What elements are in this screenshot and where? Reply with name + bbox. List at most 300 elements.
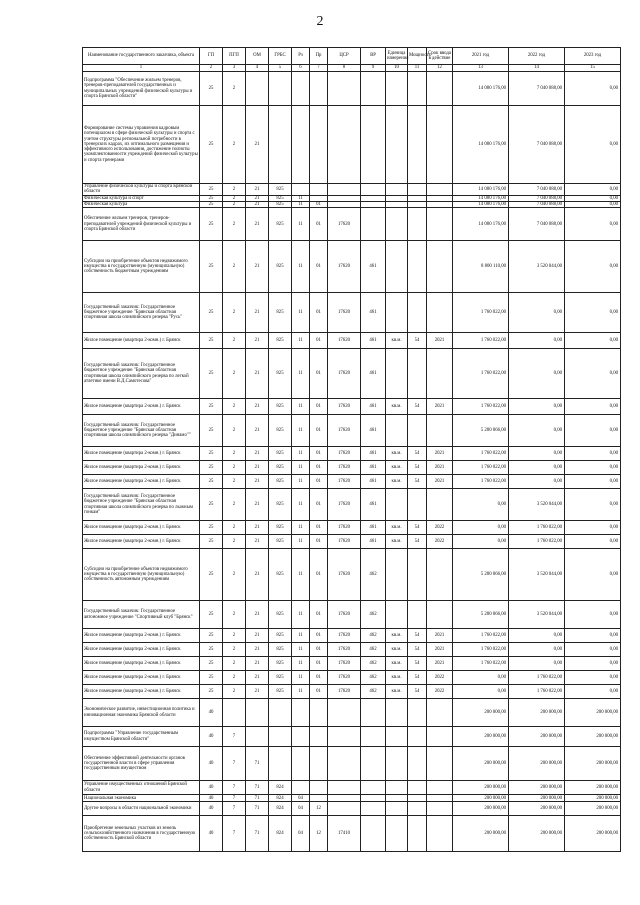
cell-om: 21 bbox=[246, 184, 269, 196]
cell-grbs: 825 bbox=[269, 489, 292, 521]
cell-pgp: 2 bbox=[223, 461, 246, 475]
cell-gp: 40 bbox=[200, 795, 223, 802]
cell-2023: 0,00 bbox=[565, 475, 621, 489]
cell-csr: 17620 bbox=[328, 333, 361, 349]
cell-rz: 11 bbox=[292, 601, 310, 629]
cell-vr bbox=[361, 699, 386, 727]
cell-capacity: 54 bbox=[408, 333, 427, 349]
cell-commissioning bbox=[427, 293, 453, 333]
cell-commissioning: 2021 bbox=[427, 399, 453, 415]
cell-grbs: 825 bbox=[269, 549, 292, 601]
cell-csr: 17620 bbox=[328, 657, 361, 671]
cell-2022: 7 040 088,00 bbox=[509, 106, 565, 184]
cell-name: Управление физической культуры и спорта Брянской области bbox=[83, 184, 200, 196]
cell-gp: 25 bbox=[200, 72, 223, 106]
cell-grbs: 825 bbox=[269, 671, 292, 685]
cell-pr: 01 bbox=[310, 629, 328, 643]
cell-2022: 3 520 044,00 bbox=[509, 241, 565, 293]
cell-commissioning: 2021 bbox=[427, 657, 453, 671]
cell-rz: 11 bbox=[292, 629, 310, 643]
cell-vr bbox=[361, 184, 386, 196]
cell-commissioning bbox=[427, 241, 453, 293]
col-number: 11 bbox=[408, 65, 427, 72]
cell-rz: 11 bbox=[292, 657, 310, 671]
cell-pgp: 7 bbox=[223, 802, 246, 816]
cell-rz: 11 bbox=[292, 549, 310, 601]
cell-rz: 11 bbox=[292, 349, 310, 399]
cell-vr: 462 bbox=[361, 549, 386, 601]
cell-2022: 3 520 044,00 bbox=[509, 489, 565, 521]
col-header-pgp: ПГП bbox=[223, 48, 246, 65]
cell-rz: 11 bbox=[292, 685, 310, 699]
cell-pgp: 2 bbox=[223, 535, 246, 549]
cell-2022: 3 520 044,00 bbox=[509, 549, 565, 601]
cell-2023: 0,00 bbox=[565, 293, 621, 333]
col-header-capacity: Мощность bbox=[408, 48, 427, 65]
cell-om: 71 bbox=[246, 816, 269, 852]
cell-2021: 14 080 176,00 bbox=[453, 106, 509, 184]
cell-gp: 40 bbox=[200, 747, 223, 781]
table-row bbox=[83, 549, 621, 601]
cell-2022: 1 760 022,00 bbox=[509, 685, 565, 699]
cell-om: 71 bbox=[246, 802, 269, 816]
cell-commissioning: 2021 bbox=[427, 447, 453, 461]
col-header-commissioning: Срок ввода в действие bbox=[427, 48, 453, 65]
cell-rz: 11 bbox=[292, 475, 310, 489]
cell-csr: 17620 bbox=[328, 535, 361, 549]
cell-om: 21 bbox=[246, 447, 269, 461]
cell-2021: 0,00 bbox=[453, 521, 509, 535]
cell-rz: 11 bbox=[292, 461, 310, 475]
cell-2021: 200 000,00 bbox=[453, 781, 509, 795]
cell-capacity bbox=[408, 184, 427, 196]
cell-grbs: 825 bbox=[269, 333, 292, 349]
cell-pr bbox=[310, 747, 328, 781]
cell-capacity bbox=[408, 816, 427, 852]
cell-capacity: 54 bbox=[408, 535, 427, 549]
cell-commissioning bbox=[427, 208, 453, 241]
cell-pgp: 2 bbox=[223, 184, 246, 196]
col-header-2021: 2021 год bbox=[453, 48, 509, 65]
cell-2023: 200 000,00 bbox=[565, 802, 621, 816]
col-number: 4 bbox=[246, 65, 269, 72]
cell-csr: 17620 bbox=[328, 447, 361, 461]
cell-2021: 1 760 022,00 bbox=[453, 399, 509, 415]
cell-om: 21 bbox=[246, 349, 269, 399]
cell-name: Государственный заказчик: Государственное автономное учреждение "Спортивный клуб "Брянск" bbox=[83, 601, 200, 629]
cell-pr: 01 bbox=[310, 489, 328, 521]
cell-2022: 0,00 bbox=[509, 657, 565, 671]
cell-capacity: 54 bbox=[408, 671, 427, 685]
cell-commissioning bbox=[427, 781, 453, 795]
cell-name: Управление имущественных отношений Брянской области bbox=[83, 781, 200, 795]
cell-unit: кв.м. bbox=[386, 643, 408, 657]
cell-name: Государственный заказчик: Государственное бюджетное учреждение "Брянская областная спортивная школа олимпийского резерва "Русь" bbox=[83, 293, 200, 333]
cell-2021: 14 080 176,00 bbox=[453, 195, 509, 201]
cell-2021: 1 760 022,00 bbox=[453, 447, 509, 461]
cell-gp: 25 bbox=[200, 195, 223, 201]
cell-pr: 01 bbox=[310, 461, 328, 475]
col-header-rz: Рз bbox=[292, 48, 310, 65]
table-row bbox=[83, 535, 621, 549]
cell-csr bbox=[328, 184, 361, 196]
cell-commissioning bbox=[427, 106, 453, 184]
cell-pr: 01 bbox=[310, 399, 328, 415]
cell-om: 21 bbox=[246, 671, 269, 685]
cell-vr bbox=[361, 816, 386, 852]
cell-pr: 01 bbox=[310, 293, 328, 333]
cell-2023: 200 000,00 bbox=[565, 795, 621, 802]
cell-unit: кв.м. bbox=[386, 685, 408, 699]
cell-unit bbox=[386, 349, 408, 399]
cell-commissioning bbox=[427, 601, 453, 629]
cell-2021: 14 080 176,00 bbox=[453, 184, 509, 196]
table-row bbox=[83, 475, 621, 489]
cell-commissioning: 2021 bbox=[427, 333, 453, 349]
cell-pgp bbox=[223, 699, 246, 727]
cell-rz: 11 bbox=[292, 208, 310, 241]
cell-2022: 1 760 022,00 bbox=[509, 671, 565, 685]
cell-capacity bbox=[408, 747, 427, 781]
cell-grbs bbox=[269, 727, 292, 747]
cell-commissioning bbox=[427, 747, 453, 781]
cell-unit: кв.м. bbox=[386, 475, 408, 489]
cell-om: 21 bbox=[246, 657, 269, 671]
cell-2021: 1 760 022,00 bbox=[453, 629, 509, 643]
cell-vr: 462 bbox=[361, 685, 386, 699]
cell-name: Приобретение земельных участков из земель сельскохозяйственного назначения в государственную собственность Брянской области bbox=[83, 816, 200, 852]
table-row bbox=[83, 727, 621, 747]
col-header-pr: Пр bbox=[310, 48, 328, 65]
cell-unit bbox=[386, 816, 408, 852]
cell-gp: 25 bbox=[200, 643, 223, 657]
cell-2022: 0,00 bbox=[509, 415, 565, 447]
cell-rz: 04 bbox=[292, 802, 310, 816]
cell-gp: 25 bbox=[200, 415, 223, 447]
cell-pgp: 2 bbox=[223, 195, 246, 201]
table-row bbox=[83, 671, 621, 685]
cell-gp: 40 bbox=[200, 727, 223, 747]
cell-pr: 01 bbox=[310, 447, 328, 461]
cell-name: Государственный заказчик: Государственное бюджетное учреждение "Брянская областная спортивная школа олимпийского резерва по легкой атлетике имени В.Д.Самотесова" bbox=[83, 349, 200, 399]
cell-2021: 0,00 bbox=[453, 685, 509, 699]
cell-rz: 11 bbox=[292, 521, 310, 535]
table-row bbox=[83, 293, 621, 333]
cell-gp: 40 bbox=[200, 802, 223, 816]
table-row bbox=[83, 447, 621, 461]
cell-name: Субсидии на приобретение объектов недвижимого имущества в государственную (муниципальную) собственность автономным учреждениям bbox=[83, 549, 200, 601]
cell-unit bbox=[386, 699, 408, 727]
cell-2023: 0,00 bbox=[565, 241, 621, 293]
table-row bbox=[83, 241, 621, 293]
cell-2022: 0,00 bbox=[509, 461, 565, 475]
cell-vr: 461 bbox=[361, 333, 386, 349]
col-header-csr: ЦСР bbox=[328, 48, 361, 65]
cell-name: Жилое помещение (квартира 2-комн.) г. Брянск bbox=[83, 461, 200, 475]
cell-vr bbox=[361, 795, 386, 802]
cell-csr bbox=[328, 781, 361, 795]
cell-om bbox=[246, 72, 269, 106]
cell-csr: 17620 bbox=[328, 643, 361, 657]
cell-2021: 200 000,00 bbox=[453, 816, 509, 852]
cell-rz: 11 bbox=[292, 415, 310, 447]
cell-pr: 01 bbox=[310, 535, 328, 549]
cell-om: 21 bbox=[246, 685, 269, 699]
cell-2022: 200 000,00 bbox=[509, 747, 565, 781]
cell-csr: 17620 bbox=[328, 415, 361, 447]
page-number: 2 bbox=[316, 14, 324, 29]
cell-unit bbox=[386, 601, 408, 629]
cell-2021: 5 280 066,00 bbox=[453, 601, 509, 629]
cell-commissioning bbox=[427, 415, 453, 447]
header-row bbox=[83, 48, 621, 65]
cell-commissioning bbox=[427, 549, 453, 601]
cell-om: 21 bbox=[246, 333, 269, 349]
cell-pr: 01 bbox=[310, 201, 328, 207]
cell-commissioning bbox=[427, 727, 453, 747]
cell-unit: кв.м. bbox=[386, 629, 408, 643]
col-number: 8 bbox=[328, 65, 361, 72]
cell-csr: 17620 bbox=[328, 671, 361, 685]
cell-pr: 01 bbox=[310, 657, 328, 671]
cell-pr: 01 bbox=[310, 333, 328, 349]
cell-om: 71 bbox=[246, 781, 269, 795]
cell-vr bbox=[361, 208, 386, 241]
cell-vr: 461 bbox=[361, 349, 386, 399]
cell-2023: 200 000,00 bbox=[565, 816, 621, 852]
cell-grbs: 825 bbox=[269, 461, 292, 475]
cell-grbs: 825 bbox=[269, 657, 292, 671]
cell-2022: 0,00 bbox=[509, 349, 565, 399]
cell-2022: 0,00 bbox=[509, 293, 565, 333]
cell-capacity bbox=[408, 549, 427, 601]
cell-capacity bbox=[408, 795, 427, 802]
cell-2023: 0,00 bbox=[565, 489, 621, 521]
cell-commissioning bbox=[427, 349, 453, 399]
cell-2021: 14 080 176,00 bbox=[453, 208, 509, 241]
cell-grbs: 825 bbox=[269, 195, 292, 201]
cell-rz bbox=[292, 184, 310, 196]
cell-vr: 461 bbox=[361, 415, 386, 447]
cell-csr bbox=[328, 795, 361, 802]
cell-pr bbox=[310, 106, 328, 184]
cell-unit: кв.м. bbox=[386, 671, 408, 685]
cell-2021: 14 080 176,00 bbox=[453, 72, 509, 106]
cell-unit bbox=[386, 781, 408, 795]
cell-name: Физическая культура и спорт bbox=[83, 195, 200, 201]
cell-2021: 1 760 022,00 bbox=[453, 293, 509, 333]
cell-rz: 11 bbox=[292, 333, 310, 349]
cell-csr: 17620 bbox=[328, 549, 361, 601]
cell-name: Жилое помещение (квартира 2-комн.) г. Брянск bbox=[83, 657, 200, 671]
table-row bbox=[83, 643, 621, 657]
cell-vr bbox=[361, 727, 386, 747]
cell-capacity bbox=[408, 781, 427, 795]
cell-gp: 25 bbox=[200, 333, 223, 349]
cell-pgp: 2 bbox=[223, 671, 246, 685]
cell-grbs: 824 bbox=[269, 802, 292, 816]
cell-name: Жилое помещение (квартира 2-комн.) г. Брянск bbox=[83, 629, 200, 643]
col-number: 14 bbox=[509, 65, 565, 72]
cell-name: Жилое помещение (квартира 2-комн.) г. Брянск bbox=[83, 535, 200, 549]
cell-unit: кв.м. bbox=[386, 447, 408, 461]
cell-2021: 200 000,00 bbox=[453, 795, 509, 802]
cell-rz: 11 bbox=[292, 399, 310, 415]
cell-name: Подпрограмма "Обеспечение жильем тренеров, тренеров-преподавателей государственных и муниципальных учреждений физической культуры и спорта Брянской области" bbox=[83, 72, 200, 106]
cell-2021: 14 080 176,00 bbox=[453, 201, 509, 207]
cell-pgp: 2 bbox=[223, 643, 246, 657]
cell-vr: 461 bbox=[361, 461, 386, 475]
cell-2021: 200 000,00 bbox=[453, 727, 509, 747]
cell-capacity bbox=[408, 293, 427, 333]
cell-pgp: 7 bbox=[223, 795, 246, 802]
cell-pgp: 2 bbox=[223, 685, 246, 699]
cell-2022: 0,00 bbox=[509, 629, 565, 643]
cell-gp: 25 bbox=[200, 399, 223, 415]
table-row bbox=[83, 349, 621, 399]
cell-pgp: 2 bbox=[223, 601, 246, 629]
cell-csr: 17620 bbox=[328, 475, 361, 489]
col-header-gp: ГП bbox=[200, 48, 223, 65]
cell-rz: 04 bbox=[292, 816, 310, 852]
cell-vr: 461 bbox=[361, 535, 386, 549]
cell-pr: 12 bbox=[310, 816, 328, 852]
cell-commissioning bbox=[427, 699, 453, 727]
cell-om: 21 bbox=[246, 643, 269, 657]
cell-grbs bbox=[269, 699, 292, 727]
cell-2022: 1 760 022,00 bbox=[509, 535, 565, 549]
cell-capacity bbox=[408, 106, 427, 184]
col-header-grbs: ГРБС bbox=[269, 48, 292, 65]
col-number: 12 bbox=[427, 65, 453, 72]
cell-csr: 17620 bbox=[328, 521, 361, 535]
cell-pr: 01 bbox=[310, 643, 328, 657]
cell-vr: 462 bbox=[361, 629, 386, 643]
cell-rz: 11 bbox=[292, 489, 310, 521]
cell-pgp: 2 bbox=[223, 549, 246, 601]
cell-unit: кв.м. bbox=[386, 399, 408, 415]
cell-2023: 200 000,00 bbox=[565, 699, 621, 727]
cell-csr: 17620 bbox=[328, 293, 361, 333]
col-number: 3 bbox=[223, 65, 246, 72]
cell-unit: кв.м. bbox=[386, 333, 408, 349]
cell-pgp: 2 bbox=[223, 399, 246, 415]
cell-2023: 0,00 bbox=[565, 461, 621, 475]
table-row bbox=[83, 685, 621, 699]
table-body bbox=[83, 72, 621, 852]
cell-2023: 0,00 bbox=[565, 333, 621, 349]
col-number: 1 bbox=[83, 65, 200, 72]
cell-2022: 3 520 044,00 bbox=[509, 601, 565, 629]
cell-2021: 1 760 022,00 bbox=[453, 643, 509, 657]
cell-gp: 25 bbox=[200, 461, 223, 475]
cell-commissioning: 2021 bbox=[427, 629, 453, 643]
col-header-om: ОМ bbox=[246, 48, 269, 65]
col-header-vr: ВР bbox=[361, 48, 386, 65]
cell-2023: 0,00 bbox=[565, 184, 621, 196]
cell-commissioning: 2021 bbox=[427, 475, 453, 489]
cell-grbs: 824 bbox=[269, 795, 292, 802]
cell-gp: 25 bbox=[200, 549, 223, 601]
cell-2023: 0,00 bbox=[565, 208, 621, 241]
cell-capacity bbox=[408, 72, 427, 106]
cell-capacity: 54 bbox=[408, 461, 427, 475]
cell-csr: 17620 bbox=[328, 349, 361, 399]
cell-csr: 17620 bbox=[328, 629, 361, 643]
table-row bbox=[83, 657, 621, 671]
cell-pr: 01 bbox=[310, 349, 328, 399]
table-row bbox=[83, 208, 621, 241]
cell-om bbox=[246, 727, 269, 747]
cell-csr bbox=[328, 727, 361, 747]
cell-gp: 25 bbox=[200, 521, 223, 535]
table-row bbox=[83, 399, 621, 415]
cell-2023: 0,00 bbox=[565, 201, 621, 207]
table-row bbox=[83, 747, 621, 781]
cell-pgp: 7 bbox=[223, 816, 246, 852]
cell-om bbox=[246, 699, 269, 727]
cell-capacity bbox=[408, 727, 427, 747]
cell-capacity: 54 bbox=[408, 685, 427, 699]
cell-capacity bbox=[408, 699, 427, 727]
cell-csr bbox=[328, 72, 361, 106]
cell-capacity bbox=[408, 601, 427, 629]
cell-pgp: 2 bbox=[223, 657, 246, 671]
table-row bbox=[83, 699, 621, 727]
column-number-row bbox=[83, 65, 621, 72]
cell-gp: 25 bbox=[200, 447, 223, 461]
cell-2022: 200 000,00 bbox=[509, 802, 565, 816]
table-row bbox=[83, 795, 621, 802]
cell-2022: 0,00 bbox=[509, 333, 565, 349]
cell-commissioning bbox=[427, 795, 453, 802]
cell-name: Жилое помещение (квартира 2-комн.) г. Брянск bbox=[83, 475, 200, 489]
cell-capacity bbox=[408, 208, 427, 241]
cell-pr: 12 bbox=[310, 802, 328, 816]
cell-pgp: 7 bbox=[223, 747, 246, 781]
table-row bbox=[83, 601, 621, 629]
cell-name: Жилое помещение (квартира 2-комн.) г. Брянск bbox=[83, 333, 200, 349]
cell-vr: 462 bbox=[361, 601, 386, 629]
cell-csr bbox=[328, 747, 361, 781]
cell-2021: 8 800 110,00 bbox=[453, 241, 509, 293]
cell-grbs: 825 bbox=[269, 535, 292, 549]
table-row bbox=[83, 184, 621, 196]
cell-name: Жилое помещение (квартира 2-комн.) г. Брянск bbox=[83, 447, 200, 461]
cell-unit bbox=[386, 184, 408, 196]
cell-name: Жилое помещение (квартира 2-комн.) г. Брянск bbox=[83, 399, 200, 415]
cell-pr bbox=[310, 781, 328, 795]
cell-rz bbox=[292, 781, 310, 795]
cell-commissioning: 2022 bbox=[427, 535, 453, 549]
cell-unit bbox=[386, 795, 408, 802]
cell-pgp: 2 bbox=[223, 447, 246, 461]
cell-capacity bbox=[408, 349, 427, 399]
cell-2021: 1 760 022,00 bbox=[453, 475, 509, 489]
cell-pr: 01 bbox=[310, 671, 328, 685]
table-row bbox=[83, 521, 621, 535]
cell-name: Жилое помещение (квартира 2-комн.) г. Брянск bbox=[83, 671, 200, 685]
cell-rz: 11 bbox=[292, 293, 310, 333]
cell-2023: 0,00 bbox=[565, 601, 621, 629]
cell-capacity: 54 bbox=[408, 643, 427, 657]
cell-name: Физическая культура bbox=[83, 201, 200, 207]
cell-pr bbox=[310, 795, 328, 802]
cell-om: 21 bbox=[246, 461, 269, 475]
cell-pgp: 2 bbox=[223, 241, 246, 293]
cell-commissioning bbox=[427, 802, 453, 816]
cell-2023: 0,00 bbox=[565, 535, 621, 549]
